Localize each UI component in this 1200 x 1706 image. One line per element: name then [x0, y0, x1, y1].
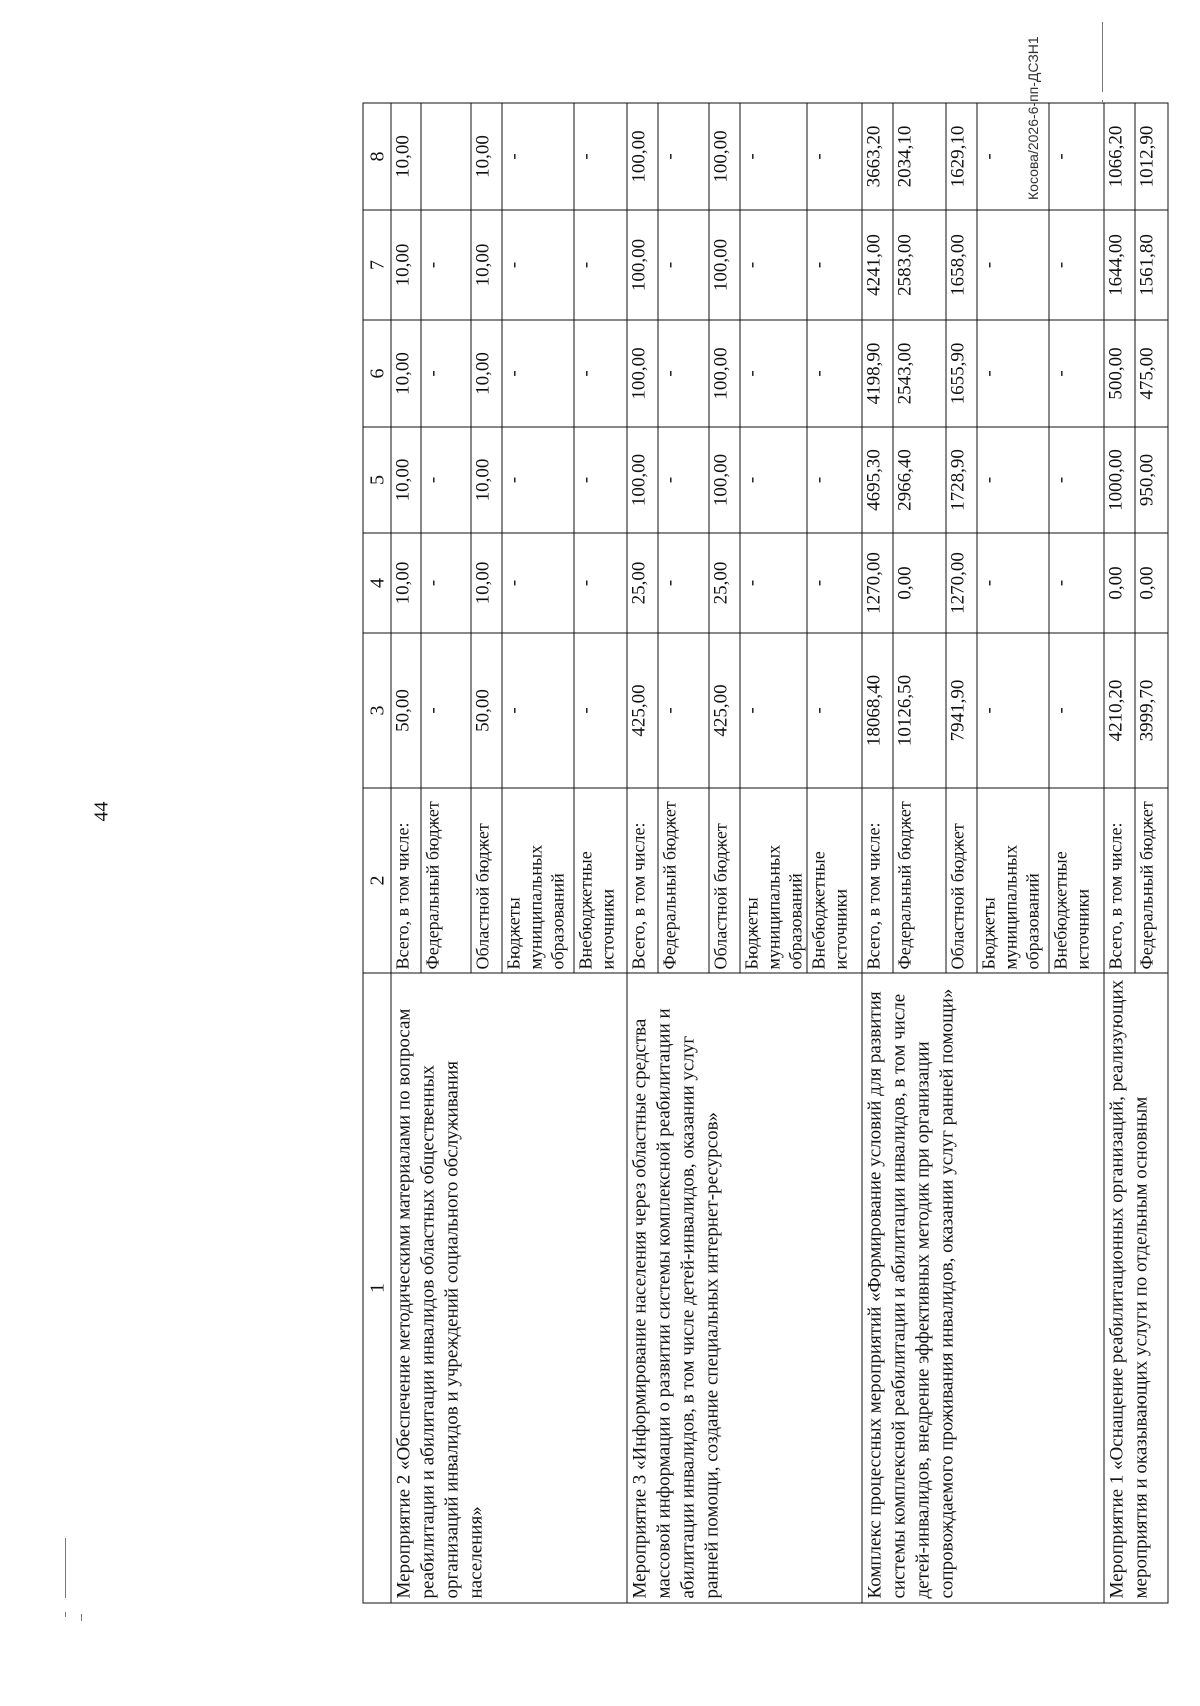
funding-source: Федеральный бюджет	[893, 788, 946, 973]
amount-cell: 10,00	[391, 103, 421, 210]
amount-cell: 10,00	[471, 533, 502, 633]
measure-description: Комплекс процессных мероприятий «Формирование условий для развития системы комплексной реабилитации и абилитации инвалидов, в том числе детей-инвалидов, внедрение эффективных методик при организации сопровождаемого проживания инвалидов, оказании услуг ранней помощи»	[862, 973, 1104, 1603]
amount-cell: 3999,70	[1135, 633, 1168, 788]
amount-cell: 500,00	[1104, 320, 1135, 427]
amount-cell: 2034,10	[893, 103, 946, 210]
amount-cell: -	[658, 103, 709, 210]
amount-cell: -	[807, 210, 862, 320]
column-header: 6	[363, 320, 391, 427]
funding-source: Федеральный бюджет	[1135, 788, 1168, 973]
amount-cell: 0,00	[1135, 533, 1168, 633]
funding-source: Федеральный бюджет	[658, 788, 709, 973]
funding-source: Всего, в том числе:	[1104, 788, 1135, 973]
column-header: 1	[363, 973, 391, 1603]
amount-cell: 1658,00	[946, 210, 977, 320]
amount-cell: -	[740, 533, 807, 633]
funding-source: Всего, в том числе:	[627, 788, 658, 973]
column-header: 5	[363, 427, 391, 533]
amount-cell: -	[502, 427, 574, 533]
amount-cell: -	[574, 427, 627, 533]
funding-source: Всего, в том числе:	[391, 788, 421, 973]
amount-cell: -	[421, 427, 471, 533]
funding-source: Бюджеты муниципальных образований	[977, 788, 1049, 973]
amount-cell: 100,00	[627, 210, 658, 320]
amount-cell: 25,00	[709, 533, 740, 633]
amount-cell: 7941,90	[946, 633, 977, 788]
amount-cell: 1655,90	[946, 320, 977, 427]
amount-cell: -	[574, 103, 627, 210]
amount-cell: 1270,00	[862, 533, 893, 633]
column-header: 4	[363, 533, 391, 633]
table-row	[391, 103, 421, 1603]
scan-artifact	[81, 1614, 82, 1621]
measure-description: Мероприятие 1 «Оснащение реабилитационных организаций, реализующих мероприятия и оказывающих услуги по отдельным основным	[1104, 973, 1168, 1603]
amount-cell: -	[740, 320, 807, 427]
amount-cell: -	[658, 427, 709, 533]
amount-cell: 1012,90	[1135, 103, 1168, 210]
table-row	[627, 103, 658, 1603]
amount-cell: 100,00	[709, 210, 740, 320]
amount-cell: 1629,10	[946, 103, 977, 210]
amount-cell	[421, 103, 471, 210]
document-reference: Косова/2026-6-пп-ДСЗН1	[1025, 36, 1041, 200]
amount-cell: -	[574, 533, 627, 633]
amount-cell: 10,00	[471, 427, 502, 533]
amount-cell: -	[740, 210, 807, 320]
funding-source: Бюджеты муниципальных образований	[502, 788, 574, 973]
scan-artifact	[65, 1612, 66, 1617]
amount-cell: 2583,00	[893, 210, 946, 320]
amount-cell: 1644,00	[1104, 210, 1135, 320]
amount-cell: 100,00	[627, 320, 658, 427]
amount-cell: 100,00	[709, 320, 740, 427]
measure-description: Мероприятие 3 «Информирование населения через областные средства массовой информации о развитии системы комплексной реабилитации и абилитации инвалидов, в том числе детей-инвалидов, оказании услуг ранней помощи, создание специальных интернет-ресурсов»	[627, 973, 862, 1603]
amount-cell: 950,00	[1135, 427, 1168, 533]
amount-cell: 10,00	[391, 427, 421, 533]
amount-cell: 10,00	[391, 210, 421, 320]
amount-cell: -	[1049, 210, 1104, 320]
amount-cell: -	[740, 427, 807, 533]
amount-cell: 3663,20	[862, 103, 893, 210]
table-row	[1104, 103, 1135, 1603]
amount-cell: 10,00	[471, 103, 502, 210]
amount-cell: -	[502, 210, 574, 320]
funding-source: Областной бюджет	[471, 788, 502, 973]
measure-description: Мероприятие 2 «Обеспечение методическими материалами по вопросам реабилитации и абилитации инвалидов областных общественных организаций инвалидов и учреждений социального обслуживания населения»	[391, 973, 627, 1603]
amount-cell: -	[740, 633, 807, 788]
amount-cell: -	[977, 210, 1049, 320]
amount-cell: -	[807, 320, 862, 427]
funding-source: Внебюджетные источники	[1049, 788, 1104, 973]
amount-cell: 0,00	[1104, 533, 1135, 633]
amount-cell: -	[658, 533, 709, 633]
amount-cell: 2543,00	[893, 320, 946, 427]
amount-cell: -	[807, 533, 862, 633]
amount-cell: -	[1049, 320, 1104, 427]
scan-artifact	[65, 1538, 66, 1598]
amount-cell: -	[807, 103, 862, 210]
column-header: 7	[363, 210, 391, 320]
amount-cell: 4198,90	[862, 320, 893, 427]
budget-table	[363, 103, 1169, 1604]
amount-cell: -	[574, 320, 627, 427]
amount-cell: 100,00	[627, 427, 658, 533]
amount-cell: 4241,00	[862, 210, 893, 320]
funding-source: Областной бюджет	[709, 788, 740, 973]
amount-cell: 10,00	[471, 210, 502, 320]
amount-cell: 475,00	[1135, 320, 1168, 427]
amount-cell: -	[502, 633, 574, 788]
column-header: 3	[363, 633, 391, 788]
amount-cell: -	[658, 320, 709, 427]
amount-cell: 1270,00	[946, 533, 977, 633]
amount-cell: -	[977, 427, 1049, 533]
amount-cell: -	[807, 427, 862, 533]
amount-cell: -	[421, 633, 471, 788]
amount-cell: -	[658, 210, 709, 320]
amount-cell: -	[421, 320, 471, 427]
amount-cell: -	[574, 210, 627, 320]
amount-cell: 1000,00	[1104, 427, 1135, 533]
amount-cell: -	[502, 533, 574, 633]
funding-source: Областной бюджет	[946, 788, 977, 973]
amount-cell: -	[1049, 427, 1104, 533]
amount-cell: -	[502, 320, 574, 427]
amount-cell: -	[1049, 533, 1104, 633]
amount-cell: -	[574, 633, 627, 788]
amount-cell: -	[1049, 103, 1104, 210]
amount-cell: 2966,40	[893, 427, 946, 533]
funding-source: Бюджеты муниципальных образований	[740, 788, 807, 973]
amount-cell: -	[977, 633, 1049, 788]
column-header: 8	[363, 103, 391, 210]
amount-cell: 4210,20	[1104, 633, 1135, 788]
amount-cell: 18068,40	[862, 633, 893, 788]
amount-cell: 10,00	[471, 320, 502, 427]
amount-cell: 425,00	[627, 633, 658, 788]
amount-cell: -	[502, 103, 574, 210]
page-number: 44	[90, 801, 113, 822]
amount-cell: -	[658, 633, 709, 788]
amount-cell: 50,00	[391, 633, 421, 788]
amount-cell: 0,00	[893, 533, 946, 633]
amount-cell: -	[807, 633, 862, 788]
amount-cell: 10,00	[391, 320, 421, 427]
amount-cell: 100,00	[709, 427, 740, 533]
amount-cell: 4695,30	[862, 427, 893, 533]
funding-source: Всего, в том числе:	[862, 788, 893, 973]
amount-cell: 100,00	[627, 103, 658, 210]
amount-cell: -	[421, 533, 471, 633]
amount-cell: 425,00	[709, 633, 740, 788]
table-header-row	[363, 103, 391, 1603]
funding-source: Федеральный бюджет	[421, 788, 471, 973]
table-row	[862, 103, 893, 1603]
amount-cell: -	[1049, 633, 1104, 788]
amount-cell: 10,00	[391, 533, 421, 633]
amount-cell: 100,00	[709, 103, 740, 210]
scan-artifact	[1102, 22, 1103, 92]
amount-cell: 10126,50	[893, 633, 946, 788]
column-header: 2	[363, 788, 391, 973]
amount-cell: 50,00	[471, 633, 502, 788]
amount-cell: -	[977, 320, 1049, 427]
amount-cell: -	[740, 103, 807, 210]
amount-cell: 1066,20	[1104, 103, 1135, 210]
funding-source: Внебюджетные источники	[574, 788, 627, 973]
amount-cell: 1728,90	[946, 427, 977, 533]
amount-cell: -	[977, 533, 1049, 633]
amount-cell: -	[421, 210, 471, 320]
scan-artifact	[1102, 100, 1103, 104]
amount-cell: 25,00	[627, 533, 658, 633]
amount-cell: 1561,80	[1135, 210, 1168, 320]
amount-cell: -	[977, 103, 1049, 210]
funding-source: Внебюджетные источники	[807, 788, 862, 973]
